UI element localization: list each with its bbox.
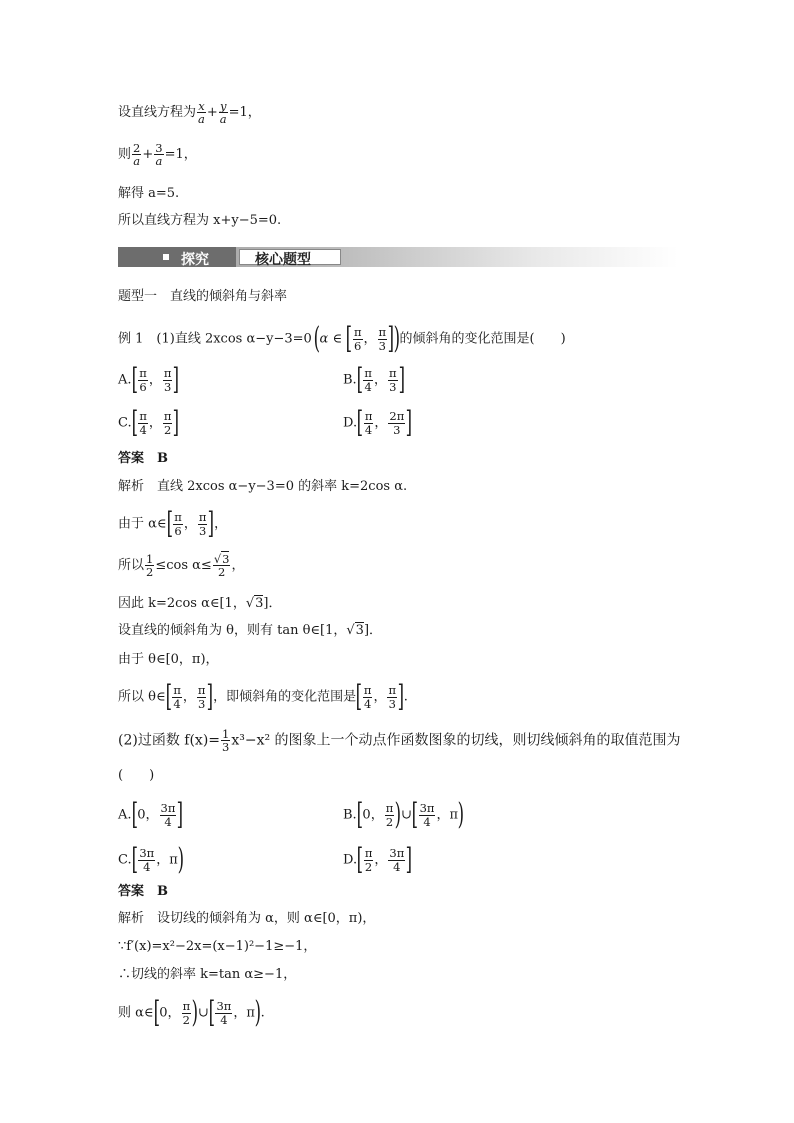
- square-bullet-icon: [163, 254, 169, 260]
- answer-1: 答案 B: [118, 451, 168, 466]
- fraction: $\frac{\pi}{4}$: [139, 409, 147, 437]
- option-c: C.[ $\frac{\pi}{4}$ ， $\frac{\pi}{2}$ ]: [118, 405, 180, 440]
- solution-line-1: 由于 α∈[ $\frac{\pi}{6}$ ， $\frac{\pi}{3}$ ]，: [118, 506, 228, 541]
- fraction: $\frac{\pi}{4}$: [364, 366, 372, 394]
- text: α ∈: [319, 331, 343, 347]
- text: 则: [118, 147, 132, 163]
- solution-line-6: 所以 θ∈[ $\frac{\pi}{4}$ ， $\frac{\pi}{3}$ ]，即倾斜角的变化范围是[ $\frac{\pi}{4}$ ， $\frac{\pi}{3}$ ].: [118, 679, 408, 714]
- section-title: 题型一 直线的倾斜角与斜率: [118, 289, 288, 304]
- fraction: $\frac{\pi}{3}$: [388, 683, 397, 711]
- solution2-line-3: 则 α∈[0， $\frac{\pi}{2}$ )∪[ $\frac{3\pi}{4}$ ，π).: [118, 995, 265, 1030]
- fraction: $\frac{\pi}{4}$: [363, 683, 372, 711]
- text: 例 1 (1)直线 2xcos α−y−3=0: [118, 331, 312, 347]
- fraction: $\frac{\pi}{2}$: [385, 801, 394, 829]
- option-d-2: D.[ $\frac{\pi}{2}$ ， $\frac{3\pi}{4}$ ]: [343, 842, 413, 877]
- text: =1，: [164, 147, 197, 163]
- fraction: $\frac{3\pi}{4}$: [389, 846, 405, 874]
- solution-line-4: 设直线的倾斜角为 θ，则有 tan θ∈[1，√3]．: [118, 623, 383, 638]
- fraction: $\frac{2}{a}$: [133, 141, 141, 169]
- text-line-4: 所以直线方程为 x+y−5=0.: [118, 213, 282, 228]
- fraction: $\frac{\pi}{6}$: [353, 325, 362, 353]
- fraction: $\frac{\pi}{6}$: [174, 510, 182, 538]
- fraction: $\frac{x}{a}$: [198, 99, 205, 127]
- solution-line-3: 因此 k=2cos α∈[1，√3]．: [118, 596, 282, 611]
- solution-line-2: 所以 $\frac{1}{2}$ ≤cos α≤ $\frac{√3}{2}$ ，: [118, 552, 245, 580]
- fraction: $\frac{\pi}{3}$: [388, 366, 397, 394]
- analysis-2: 解析 设切线的倾斜角为 α，则 α∈[0，π)，: [118, 911, 376, 926]
- solution-line-5: 由于 θ∈[0，π)，: [118, 652, 219, 667]
- fraction: $\frac{\pi}{3}$: [198, 510, 207, 538]
- option-b-2: B.[0， $\frac{\pi}{2}$ )∪[ $\frac{3\pi}{4}$ ，π): [343, 797, 465, 832]
- answer-2: 答案 B: [118, 884, 168, 899]
- fraction: $\frac{\pi}{2}$: [182, 999, 191, 1027]
- question-2: (2)过函数 f(x)= $\frac{1}{3}$ x³−x² 的图象上一个动点作函数图象的切线，则切线倾斜角的取值范围为: [118, 727, 681, 755]
- option-a-2: A.[0， $\frac{3\pi}{4}$ ]: [118, 797, 184, 832]
- text: 设直线方程为: [118, 105, 197, 121]
- question-1: 例 1 (1)直线 2xcos α−y−3=0(α ∈ [ $\frac{\pi}{6}$ ， $\frac{\pi}{3}$ ])的倾斜角的变化范围是( ): [118, 321, 566, 356]
- section-banner: [118, 247, 678, 267]
- banner-right-label: 核心题型: [255, 252, 311, 268]
- text: =1，: [228, 105, 261, 121]
- fraction: $\frac{3\pi}{4}$: [139, 846, 155, 874]
- fraction: $\frac{3\pi}{4}$: [216, 999, 232, 1027]
- fraction: $\frac{1}{2}$: [146, 552, 154, 580]
- solution2-line-1: ∵f′(x)=x²−2x=(x−1)²−1≥−1，: [118, 939, 317, 954]
- question-2-paren: ( ): [118, 768, 155, 783]
- fraction: $\frac{\pi}{4}$: [364, 409, 373, 437]
- fraction: $\frac{2\pi}{3}$: [389, 409, 405, 437]
- solution2-line-2: ∴切线的斜率 k=tan α≥−1，: [118, 967, 297, 982]
- fraction: $\frac{3\pi}{4}$: [160, 801, 176, 829]
- text-line-3: 解得 a=5.: [118, 186, 180, 201]
- fraction: $\frac{3\pi}{4}$: [419, 801, 435, 829]
- option-b: B.[ $\frac{\pi}{4}$ ， $\frac{\pi}{3}$ ]: [343, 362, 405, 397]
- fraction: $\frac{\pi}{3}$: [378, 325, 387, 353]
- fraction: $\frac{\pi}{3}$: [163, 366, 172, 394]
- analysis-1: 解析 直线 2xcos α−y−3=0 的斜率 k=2cos α.: [118, 479, 408, 494]
- fraction: $\frac{\pi}{2}$: [163, 409, 172, 437]
- fraction: $\frac{\pi}{4}$: [173, 683, 181, 711]
- fraction: $\frac{y}{a}$: [219, 99, 227, 127]
- banner-left-label: 探究: [181, 252, 209, 268]
- fraction: $\frac{\pi}{6}$: [139, 366, 147, 394]
- text-line-1: 设直线方程为 $\frac{x}{a}$ + $\frac{y}{a}$ =1，: [118, 99, 261, 127]
- text: 的倾斜角的变化范围是( ): [399, 331, 566, 347]
- option-d: D.[ $\frac{\pi}{4}$ ， $\frac{2\pi}{3}$ ]: [343, 405, 413, 440]
- text-line-2: 则 $\frac{2}{a}$ + $\frac{3}{a}$ =1，: [118, 141, 197, 169]
- fraction: $\frac{\pi}{2}$: [364, 846, 373, 874]
- banner-cap: [118, 247, 236, 267]
- fraction: $\frac{√3}{2}$: [213, 552, 230, 580]
- option-a: A.[ $\frac{\pi}{6}$ ， $\frac{\pi}{3}$ ]: [118, 362, 180, 397]
- fraction: $\frac{\pi}{3}$: [197, 683, 206, 711]
- fraction: $\frac{3}{a}$: [155, 141, 163, 169]
- fraction: $\frac{1}{3}$: [222, 727, 230, 755]
- option-c-2: C.[ $\frac{3\pi}{4}$ ，π): [118, 842, 184, 877]
